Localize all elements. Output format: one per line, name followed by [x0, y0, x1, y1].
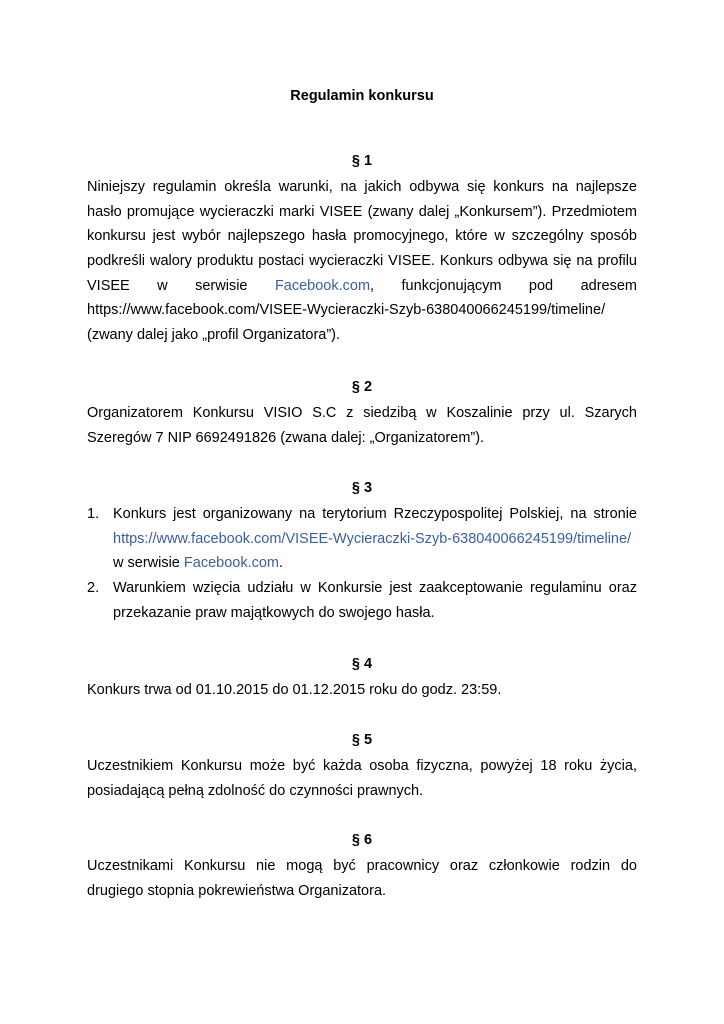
facebook-link[interactable]: Facebook.com [274, 277, 371, 294]
section-5-line-2: posiadającą pełną zdolność do czynności prawnych. [87, 782, 424, 799]
section-5-body [87, 754, 637, 803]
list-item [87, 502, 637, 576]
list-item-line: Warunkiem wzięcia udziału w Konkursie jest zaakceptowanie regulaminu oraz [113, 580, 637, 597]
facebook-link-group [275, 274, 374, 299]
section-4-body [87, 678, 637, 703]
word-funkcjonujacym: funkcjonującym [401, 277, 502, 294]
section-5-line-1: Uczestnikiem Konkursu może być każda osoba fizyczna, powyżej 18 roku życia, [87, 758, 637, 774]
word-pod: pod [528, 277, 554, 294]
section-1-body [87, 175, 637, 348]
section-5-heading: § 5 [351, 732, 373, 748]
word-visee: VISEE [87, 277, 130, 294]
word-serwisie: serwisie [195, 277, 248, 294]
section-1-line-1: Niniejszy regulamin określa warunki, na jakich odbywa się konkurs na najlepsze [87, 179, 637, 195]
document-title: Regulamin konkursu [290, 88, 434, 104]
facebook-timeline-link[interactable]: https://www.facebook.com/VISEE-Wycieraczki-Szyb-638040066245199/timeline/ [113, 530, 632, 547]
section-1-line-3: konkursu jest wybór najlepszego hasła promocyjnego, które w szczególny sposób [87, 228, 637, 245]
section-1-heading: § 1 [351, 153, 373, 169]
word-w: w [157, 277, 168, 294]
section-1-line-7: (zwany dalej jako „profil Organizatora”). [87, 327, 341, 344]
section-1-line-5 [87, 274, 637, 299]
section-3-list [87, 502, 637, 625]
section-3-heading: § 3 [351, 480, 373, 496]
section-1-url-line: https://www.facebook.com/VISEE-Wycieraczki-Szyb-638040066245199/timeline/ [87, 302, 606, 319]
section-1-line-4: podkreśli walory produktu postaci wycieraczki VISEE. Konkurs odbywa się na profilu [87, 253, 637, 270]
section-6-body [87, 854, 637, 903]
section-6-line-1: Uczestnikami Konkursu nie mogą być pracownicy oraz członkowie rodzin do [87, 858, 637, 874]
comma: , [370, 277, 375, 294]
list-item-line: przekazanie praw majątkowych do swojego hasła. [113, 604, 435, 621]
list-item-number: 2. [87, 580, 100, 597]
section-1-line-2: hasło promujące wycieraczki marki VISEE (zwany dalej „Konkursem”). Przedmiotem [87, 203, 637, 220]
section-2-line-1: Organizatorem Konkursu VISIO S.C z siedzibą w Koszalinie przy ul. Szarych [87, 405, 637, 421]
list-item-line [113, 551, 637, 576]
section-2-line-2: Szeregów 7 NIP 6692491826 (zwana dalej: „Organizatorem”). [87, 429, 485, 446]
section-2-heading: § 2 [351, 379, 373, 395]
list-item-line: Konkurs jest organizowany na terytorium Rzeczypospolitej Polskiej, na stronie [113, 506, 637, 522]
list-item-number: 1. [87, 506, 100, 522]
facebook-link[interactable]: Facebook.com [183, 555, 280, 572]
text-w-serwisie: w serwisie [113, 555, 184, 572]
section-2-body [87, 401, 637, 450]
section-6-line-2: drugiego stopnia pokrewieństwa Organizatora. [87, 882, 387, 899]
word-adresem: adresem [580, 277, 637, 294]
section-6-heading: § 6 [351, 832, 373, 848]
period: . [279, 555, 284, 572]
section-4-line-1: Konkurs trwa od 01.10.2015 do 01.12.2015 roku do godz. 23:59. [87, 682, 502, 698]
list-item [87, 576, 637, 625]
section-4-heading: § 4 [351, 656, 373, 672]
